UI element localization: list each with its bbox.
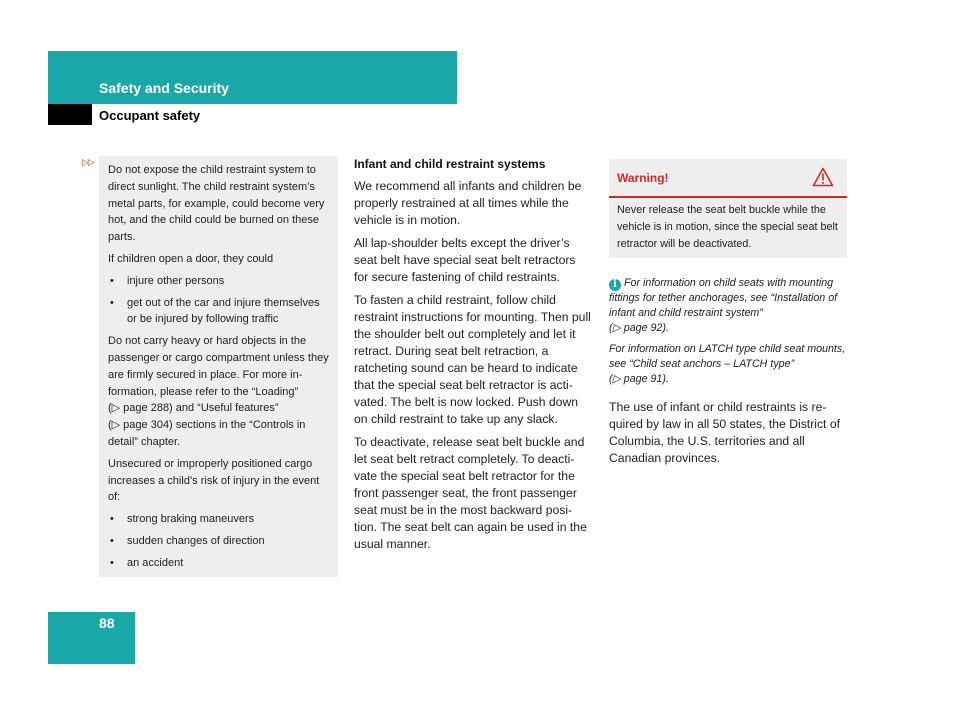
main-paragraph: To fasten a child restraint, follow child restraint instructions for mounting. Then pull the shoulder belt out completely and let it retract. During seat belt retraction, a ratcheting sound can be heard to indicate that the special seat belt retractor is acti-vated. The belt is now locked. Push down on child restraint to take up any slack. [354, 293, 591, 426]
warning-label: Warning! [617, 171, 669, 185]
page-reference-link[interactable]: (▷ page 91). [609, 373, 669, 385]
subsection-title: Occupant safety [99, 108, 201, 123]
legal-paragraph: The use of infant or child restraints is re-quired by law in all 50 states, the District of Columbia, the U.S. territories and all Canadian provinces. [609, 400, 840, 465]
page-reference-link[interactable]: (▷ page 304) sections in the “Controls in detail” chapter. [108, 419, 306, 448]
page-reference-link[interactable]: (▷ page 288) and “Useful features” [108, 402, 279, 415]
warning-text: Never release the seat belt buckle while the vehicle is in motion, since the special seat belt retractor will be deactivated. [617, 204, 838, 250]
page-number: 88 [99, 615, 115, 631]
list-item: • an accident [108, 555, 330, 572]
warning-triangle-icon [812, 167, 834, 187]
info-note [609, 276, 849, 336]
page-tab [48, 612, 135, 664]
list-item: • sudden changes of direction [108, 533, 330, 550]
caution-paragraph [108, 333, 330, 451]
info-note-text: For information on child seats with mounting fittings for tether anchorages, see “Installation of infant and child restraint system” [609, 277, 838, 319]
main-paragraph: We recommend all infants and children be properly restrained at all times while the vehicle is in motion. [354, 179, 582, 227]
list-item: • injure other persons [108, 273, 330, 290]
info-icon: i [609, 279, 621, 291]
caution-paragraph: If children open a door, they could [108, 252, 274, 265]
continued-marker-icon: ▷▷ [82, 157, 94, 167]
section-title: Safety and Security [99, 80, 229, 96]
subsection-marker [48, 104, 92, 125]
main-paragraph: To deactivate, release seat belt buckle and let seat belt retract completely. To deacti-vate the special seat belt retractor for the front passenger seat, the front passenger seat must be in the most backward posi-tion. The seat belt can again be used in the usual manner. [354, 435, 587, 551]
warning-header [609, 159, 847, 198]
caution-box [99, 156, 338, 577]
caution-paragraph: Unsecured or improperly positioned cargo increases a child’s risk of injury in the event of: [108, 457, 320, 504]
caution-list [108, 511, 330, 571]
main-heading: Infant and child restraint systems [354, 157, 546, 171]
caution-paragraph: Do not expose the child restraint system to direct sunlight. The child restraint system’s metal parts, for example, could become very hot, and the child could be burned on these parts. [108, 164, 325, 244]
info-column [609, 276, 849, 467]
main-paragraph: All lap-shoulder belts except the driver’s seat belt have special seat belt retractors for secure fastening of child restraints. [354, 236, 576, 284]
caution-list [108, 273, 330, 328]
list-item: • strong braking maneuvers [108, 511, 330, 528]
warning-box [609, 159, 847, 258]
caution-text: Do not carry heavy or hard objects in the passenger or cargo compartment unless they are firmly secured in place. For more in-formation, please refer to the “Loading” [108, 335, 329, 398]
info-note [609, 342, 849, 387]
main-column [354, 156, 592, 559]
page-reference-link[interactable]: (▷ page 92). [609, 322, 669, 334]
list-item: • get out of the car and injure themselves or be injured by following traffic [108, 295, 330, 329]
header-bar [48, 51, 457, 104]
info-note-text: For information on LATCH type child seat mounts, see “Child seat anchors – LATCH type” [609, 343, 846, 370]
